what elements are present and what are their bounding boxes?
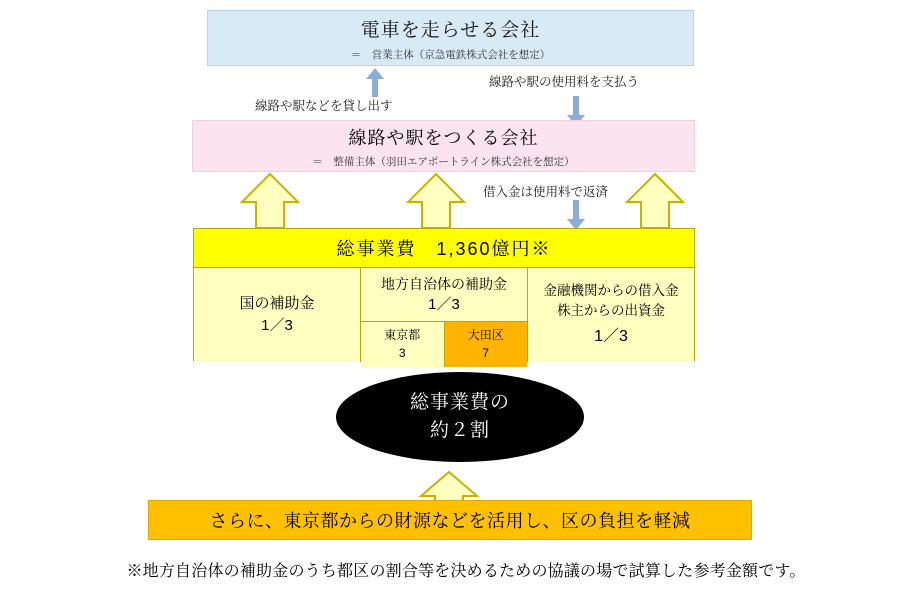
local-subsidy-title: 地方自治体の補助金 <box>381 276 507 292</box>
funding-block-arrow-local <box>406 172 466 230</box>
infrastructure-company-box <box>192 120 695 172</box>
infrastructure-company-subtitle: ＝ 整備主体（羽田エアポートライン株式会社を想定） <box>312 155 575 168</box>
total-project-cost-table <box>193 228 695 361</box>
local-split-tokyo <box>361 322 445 367</box>
cost-column-national-subsidy <box>194 268 361 362</box>
share-callout-line2: 約２割 <box>429 420 490 441</box>
funding-block-arrow-loan <box>625 172 685 230</box>
share-callout <box>336 372 584 462</box>
local-subsidy-split <box>361 321 527 367</box>
local-split-ota <box>445 322 528 367</box>
operator-company-title: 電車を走らせる会社 <box>360 19 541 41</box>
cost-column-loan-investment <box>528 268 694 362</box>
lend-caption: 線路や駅などを貸し出す <box>255 99 393 113</box>
support-banner: さらに、東京都からの財源などを活用し、区の負担を軽減 <box>148 500 752 540</box>
local-split-tokyo-value: 3 <box>398 346 406 361</box>
local-split-ota-label: 大田区 <box>467 328 504 343</box>
cost-column-local-subsidy <box>361 268 528 362</box>
operator-company-box <box>207 10 694 66</box>
national-subsidy-fraction: 1／3 <box>261 317 293 334</box>
footnote: ※地方自治体の補助金のうち都区の割合等を決めるための協議の場で試算した参考金額です。 <box>126 563 806 580</box>
share-callout-line1: 総事業費の <box>409 391 510 413</box>
funding-block-arrow-national <box>240 172 300 230</box>
loan-investment-fraction: 1／3 <box>594 328 628 346</box>
national-subsidy-title: 国の補助金 <box>239 295 315 313</box>
loan-title: 金融機関からの借入金 <box>543 282 679 298</box>
local-split-tokyo-label: 東京都 <box>384 328 421 343</box>
pay-caption: 線路や駅の使用料を支払う <box>489 75 640 89</box>
cost-breakdown-row <box>194 268 694 362</box>
total-cost-row: 総事業費 1,360億円※ <box>194 229 694 268</box>
operator-company-subtitle: ＝ 営業主体（京急電鉄株式会社を想定） <box>350 48 551 61</box>
investment-title: 株主からの出資金 <box>557 303 665 318</box>
infrastructure-company-title: 線路や駅をつくる会社 <box>348 127 539 148</box>
local-subsidy-fraction: 1／3 <box>428 296 460 314</box>
repay-caption: 借入金は使用料で返済 <box>483 185 609 199</box>
local-split-ota-value: 7 <box>482 346 490 361</box>
